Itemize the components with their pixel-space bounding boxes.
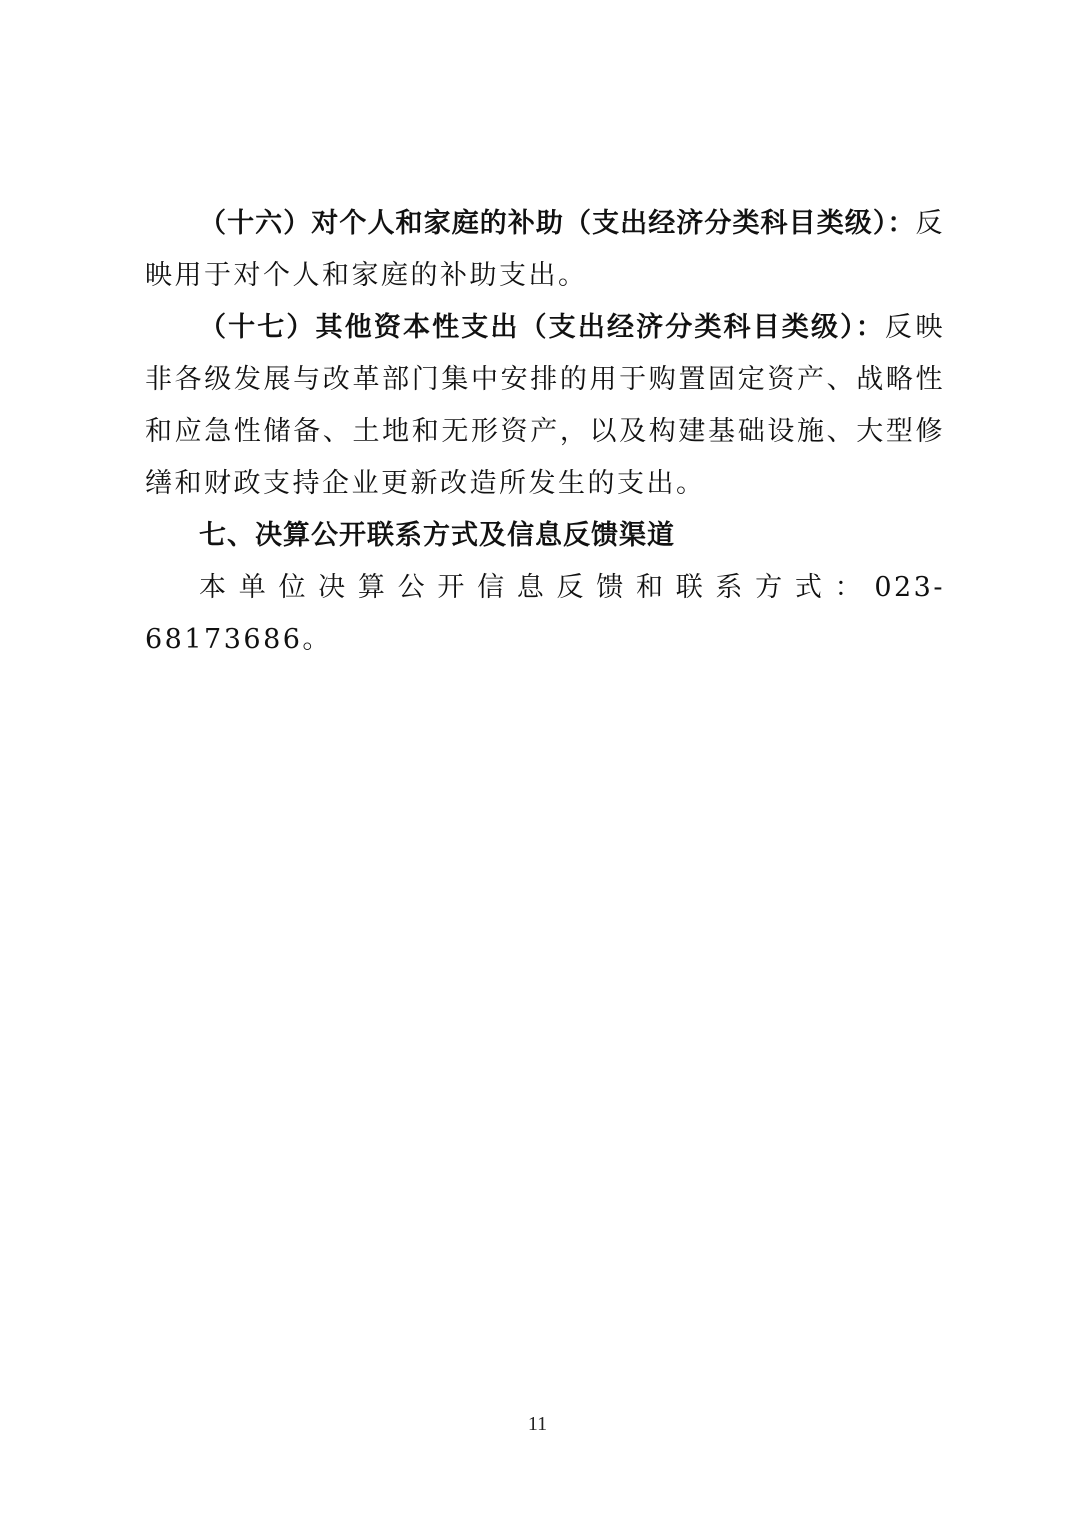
document-body bbox=[145, 198, 945, 666]
page-number: 11 bbox=[527, 1413, 548, 1435]
term-personal-family-subsidy: （十六）对个人和家庭的补助（支出经济分类科目类级）： bbox=[199, 208, 916, 239]
section-heading-contact: 七、决算公开联系方式及信息反馈渠道 bbox=[199, 520, 675, 551]
paragraph-other-capital-expenditure bbox=[145, 302, 945, 510]
definition-other-capital-expenditure: 反映非各级发展与改革部门集中安排的用于购置固定资产、战略性和应急性储备、土地和无形资产，以及构建基础设施、大型修缮和财政支持企业更新改造所发生的支出。 bbox=[145, 312, 945, 499]
paragraph-contact-info: 本单位决算公开信息反馈和联系方式：023-68173686。 bbox=[145, 572, 945, 655]
definition-personal-family-subsidy: 反映用于对个人和家庭的补助支出。 bbox=[145, 208, 945, 291]
term-other-capital-expenditure: （十七）其他资本性支出（支出经济分类科目类级）： bbox=[199, 312, 885, 343]
paragraph-personal-family-subsidy bbox=[145, 198, 945, 302]
